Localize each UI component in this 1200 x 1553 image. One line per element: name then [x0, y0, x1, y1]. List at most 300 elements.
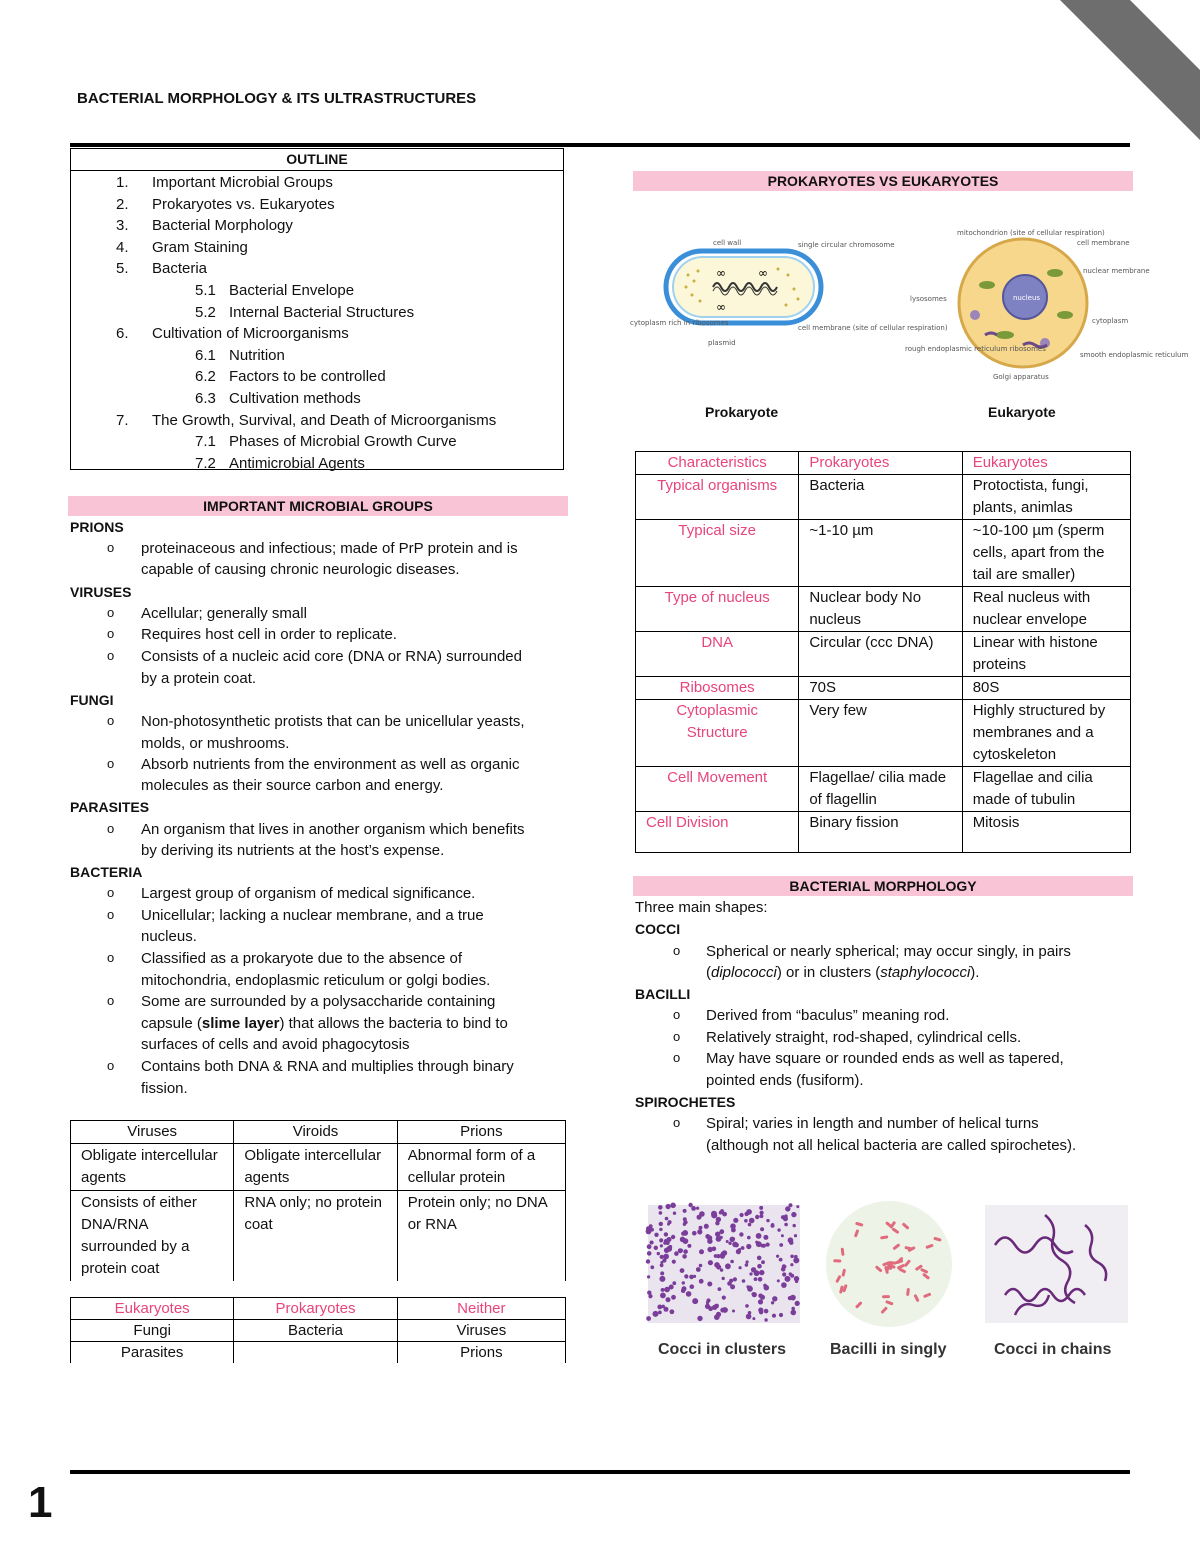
fungi-text-1: Non-photosynthetic protists that can be unicellular yeasts, [141, 713, 525, 730]
stain-dot [668, 1220, 672, 1224]
outline-item-number: 6.2 [195, 368, 216, 386]
stain-dot [659, 1222, 663, 1226]
prok-label-plasmid: plasmid [708, 339, 736, 347]
stain-dot [716, 1254, 720, 1258]
stain-dot [659, 1238, 663, 1242]
stain-dot [660, 1271, 664, 1275]
stain-dot [779, 1243, 783, 1247]
stain-dot [699, 1279, 704, 1284]
stain-dot [784, 1223, 788, 1227]
bacilli-text-1: Derived from “baculus” meaning rod. [706, 1007, 950, 1024]
stain-dot [711, 1211, 717, 1217]
table-cell: Parasites [71, 1342, 234, 1364]
stain-dot [697, 1215, 702, 1220]
bacillus-rod [886, 1268, 887, 1273]
stain-dot [699, 1264, 703, 1268]
euk-label-mitochondrion: mitochondrion (site of cellular respiration) [957, 229, 1105, 237]
bacillus-rod [922, 1270, 927, 1272]
row-label: Cell Movement [636, 767, 799, 812]
table-header-row [636, 452, 1131, 475]
bullet-icon: o [107, 605, 115, 620]
table-cell: Highly structured by membranes and a cytoskeleton [962, 700, 1130, 767]
stain-dot [692, 1298, 698, 1304]
bacillus-rod [841, 1287, 842, 1292]
table-cell: Consists of either DNA/RNA surrounded by a protein coat [71, 1191, 234, 1282]
stain-dot [757, 1264, 762, 1269]
stain-dot [707, 1282, 712, 1287]
euk-label-cell-membrane: cell membrane [1077, 239, 1130, 247]
stain-dot [646, 1259, 650, 1263]
stain-dot [795, 1280, 798, 1283]
stain-dot [647, 1275, 650, 1278]
heading-fungi: FUNGI [70, 692, 114, 708]
spiro-text-2: (although not all helical bacteria are called spirochetes). [706, 1137, 1077, 1154]
stain-dot [759, 1270, 764, 1275]
table-cell: Nuclear body No nucleus [799, 587, 962, 632]
stain-dot [790, 1263, 793, 1266]
stain-dot [785, 1276, 791, 1282]
fungi-text-4: molecules as their source carbon and energy. [141, 777, 444, 794]
stain-dot [760, 1227, 764, 1231]
stain-dot [705, 1234, 710, 1239]
bullet-icon: o [107, 540, 115, 555]
stain-dot [707, 1247, 712, 1252]
table-cell: Bacteria [234, 1320, 397, 1342]
stain-dot [670, 1309, 675, 1314]
stain-dot [781, 1282, 787, 1288]
table-row [636, 475, 1131, 520]
stain-dot [716, 1265, 721, 1270]
stain-dot [759, 1206, 763, 1210]
figure-label-prokaryote: Prokaryote [705, 404, 779, 420]
stain-dot [650, 1241, 654, 1245]
stain-dot [751, 1267, 756, 1272]
stain-dot [699, 1226, 703, 1230]
stain-dot [749, 1218, 755, 1224]
row-label: Type of nucleus [636, 587, 799, 632]
prok-vs-euk-table [635, 451, 1131, 853]
euk-label-nuclear-membrane: nuclear membrane [1083, 267, 1150, 275]
stain-dot [738, 1248, 741, 1251]
stain-dot [680, 1249, 683, 1252]
image-label-cocci-clusters: Cocci in clusters [658, 1341, 787, 1358]
stain-dot [682, 1281, 685, 1284]
stain-dot [685, 1275, 688, 1278]
stain-dot [747, 1286, 753, 1292]
stain-dot [683, 1209, 687, 1213]
heading-bacilli: BACILLI [635, 986, 691, 1002]
stain-dot [670, 1203, 676, 1209]
table-header-cell: Prions [397, 1121, 565, 1144]
table-cell: ~1-10 µm [799, 520, 962, 587]
stain-dot [771, 1301, 774, 1304]
bullet-icon: o [673, 1050, 681, 1065]
bacillus-rod [857, 1224, 862, 1225]
cocci-text-1: Spherical or nearly spherical; may occur singly, in pairs [706, 943, 1071, 960]
outline-item-number: 7.1 [195, 433, 216, 451]
stain-dot [739, 1232, 743, 1236]
bacillus-rod [844, 1286, 846, 1291]
stain-dot [761, 1244, 765, 1248]
outline-item-label: Phases of Microbial Growth Curve [229, 433, 457, 451]
outline-item-number: 5.2 [195, 303, 216, 321]
row-label: Typical size [636, 520, 799, 587]
table-row [636, 812, 1131, 853]
table-cell: Flagellae/ cilia made of flagellin [799, 767, 962, 812]
stain-dot [727, 1281, 732, 1286]
stain-dot [647, 1244, 652, 1249]
stain-dot [747, 1236, 751, 1240]
parasites-text-2: by deriving its nutrients at the host’s expense. [141, 842, 445, 859]
bacillus-rod [900, 1269, 904, 1271]
stain-dot [722, 1250, 727, 1255]
stain-dot [777, 1228, 780, 1231]
stain-dot [683, 1238, 689, 1244]
stain-dot [650, 1228, 654, 1232]
stain-dot [688, 1203, 692, 1207]
stain-dot [791, 1212, 796, 1217]
bullet-icon: o [673, 943, 681, 958]
stain-dot [706, 1298, 710, 1302]
stain-dot [697, 1229, 702, 1234]
stain-dot [649, 1295, 652, 1298]
page-corner-fold [1130, 0, 1200, 70]
bacteria-text-1: Largest group of organism of medical significance. [141, 885, 476, 902]
parasites-text-1: An organism that lives in another organism which benefits [141, 821, 525, 838]
outline-item-number: 5.1 [195, 282, 216, 299]
table-header-cell: Viruses [71, 1121, 234, 1144]
micrograph-cocci-clusters [648, 1205, 800, 1323]
stain-dot [682, 1286, 687, 1291]
bacteria-text-5: mitochondria, endoplasmic reticulum or golgi bodies. [141, 972, 491, 989]
stain-dot [661, 1288, 665, 1292]
table-cell: Binary fission [799, 812, 962, 853]
outline-item-number: 6. [116, 325, 129, 343]
bacteria-text-6: Some are surrounded by a polysaccharide containing [141, 993, 496, 1010]
bacillus-rod [927, 1246, 932, 1248]
top-rule [70, 143, 1130, 147]
viruses-viroids-prions-table [70, 1120, 566, 1281]
bacillus-rod [856, 1231, 858, 1236]
stain-dot [660, 1263, 664, 1267]
stain-dot [793, 1224, 796, 1227]
stain-dot [740, 1213, 744, 1217]
table-cell: Protoctista, fungi, plants, animlas [962, 475, 1130, 520]
viruses-text-1: Acellular; generally small [141, 605, 307, 622]
stain-dot [745, 1304, 749, 1308]
stain-dot [687, 1244, 691, 1248]
stain-dot [761, 1260, 765, 1264]
table-row [636, 677, 1131, 700]
stain-dot [739, 1266, 742, 1269]
bacteria-text-7b: ) that allows the bacteria to bind to [279, 1015, 508, 1032]
bacillus-rod [882, 1237, 887, 1238]
table-cell: RNA only; no protein coat [234, 1191, 397, 1282]
document-title: BACTERIAL MORPHOLOGY & ITS ULTRASTRUCTURES [77, 90, 477, 107]
bacteria-text-7a: capsule ( [141, 1015, 202, 1032]
stain-dot [720, 1236, 723, 1239]
stain-dot [658, 1205, 663, 1210]
bacilli-text-4: pointed ends (fusiform). [706, 1072, 864, 1089]
stain-dot [782, 1272, 786, 1276]
stain-dot [666, 1297, 671, 1302]
term-staphylococci: staphylococci [880, 964, 971, 981]
bacillus-rod [887, 1302, 892, 1304]
stain-dot [660, 1293, 666, 1299]
table-cell: Obligate intercellular agents [234, 1144, 397, 1191]
stain-dot [752, 1317, 755, 1320]
stain-dot [757, 1256, 762, 1261]
stain-dot [715, 1232, 720, 1237]
svg-text:∞: ∞ [716, 266, 726, 280]
bottom-rule [70, 1470, 1130, 1474]
stain-dot [794, 1234, 797, 1237]
stain-dot [793, 1257, 799, 1263]
euk-label-rough-er: rough endoplasmic reticulum ribosomes [905, 345, 1046, 353]
stain-dot [659, 1276, 665, 1282]
stain-dot [760, 1295, 765, 1300]
stain-dot [658, 1311, 662, 1315]
outline-item-number: 6.1 [195, 346, 216, 364]
stain-dot [742, 1279, 746, 1283]
cocci-text-2a: ( [706, 964, 711, 981]
cocci-text-2b: ) or in clusters ( [776, 964, 881, 981]
stain-dot [715, 1304, 718, 1307]
bacteria-text-2: Unicellular; lacking a nuclear membrane, and a true [141, 907, 484, 924]
table-header-row [71, 1121, 566, 1144]
bacilli-text-2: Relatively straight, rod-shaped, cylindrical cells. [706, 1029, 1022, 1046]
svg-text:∞: ∞ [716, 300, 726, 314]
outline-item-number: 2. [116, 195, 129, 213]
outline-item-label: Factors to be controlled [229, 368, 386, 386]
bullet-icon: o [107, 626, 115, 641]
stain-dot [777, 1279, 780, 1282]
table-row [636, 520, 1131, 587]
stain-dot [764, 1318, 767, 1321]
stain-dot [754, 1277, 758, 1281]
stain-dot [771, 1224, 775, 1228]
outline-item-label: The Growth, Survival, and Death of Microorganisms [152, 411, 497, 429]
slime-layer-term: slime layer [201, 1015, 280, 1032]
bacillus-rod [890, 1263, 895, 1264]
heading-viruses: VIRUSES [70, 584, 132, 600]
table-cell: Mitosis [962, 812, 1130, 853]
stain-dot [683, 1220, 687, 1224]
table-cell: 80S [962, 677, 1130, 700]
stain-dot [759, 1214, 763, 1218]
svg-text:∞: ∞ [758, 266, 768, 280]
euk-label-cytoplasm: cytoplasm [1092, 317, 1129, 325]
heading-bacteria: BACTERIA [70, 864, 143, 880]
outline-item-label: Cultivation of Microorganisms [152, 325, 349, 343]
prions-text-1: proteinaceous and infectious; made of PrP protein and is [141, 540, 518, 557]
bullet-icon: o [107, 821, 115, 836]
table-header-row [71, 1298, 566, 1320]
stain-dot [756, 1233, 762, 1239]
bacteria-text-10: fission. [141, 1080, 188, 1097]
stain-dot [746, 1314, 752, 1320]
stain-dot [686, 1291, 692, 1297]
stain-dot [733, 1218, 738, 1223]
stain-dot [672, 1281, 676, 1285]
stain-dot [680, 1268, 685, 1273]
outline-item-label: Bacteria [152, 260, 208, 278]
stain-dot [668, 1245, 672, 1249]
outline-item-number: 3. [116, 217, 129, 235]
bacillus-rod [884, 1263, 889, 1265]
outline-item-label: Prokaryotes vs. Eukaryotes [152, 195, 335, 213]
stain-dot [666, 1204, 671, 1209]
euk-label-golgi: Golgi apparatus [993, 373, 1049, 381]
stain-dot [748, 1311, 752, 1315]
euk-label-lysosomes: lysosomes [910, 295, 947, 303]
prok-label-cell-wall: cell wall [713, 239, 742, 247]
table-cell: Viruses [397, 1320, 565, 1342]
table-cell: Bacteria [799, 475, 962, 520]
row-label: Cytoplasmic Structure [636, 700, 799, 767]
stain-dot [722, 1307, 728, 1313]
stain-dot [744, 1219, 748, 1223]
stain-dot [719, 1211, 722, 1214]
section-bar-bacterial-morphology: BACTERIAL MORPHOLOGY [633, 876, 1133, 896]
stain-dot [664, 1287, 670, 1293]
stain-dot [726, 1240, 729, 1243]
bullet-icon: o [107, 756, 115, 771]
bullet-icon: o [107, 648, 115, 663]
stain-dot [661, 1305, 665, 1309]
table-header-cell: Eukaryotes [71, 1298, 234, 1320]
stain-dot [722, 1277, 725, 1280]
table-header-cell: Viroids [234, 1121, 397, 1144]
fungi-text-2: molds, or mushrooms. [141, 735, 290, 752]
bacteria-text-4: Classified as a prokaryote due to the absence of [141, 950, 463, 967]
stain-dot [772, 1296, 777, 1301]
micrograph-spirochetes [985, 1205, 1128, 1323]
classification-table [70, 1297, 566, 1363]
cocci-text-2 [706, 962, 979, 984]
stain-dot [708, 1260, 713, 1265]
bullet-icon: o [107, 907, 115, 922]
bacillus-rod [843, 1270, 844, 1275]
outline-item-number: 4. [116, 238, 129, 256]
bacillus-rod [837, 1277, 839, 1281]
row-label: Ribosomes [636, 677, 799, 700]
table-header-cell: Characteristics [636, 452, 799, 475]
table-header-cell: Prokaryotes [234, 1298, 397, 1320]
stain-dot [746, 1260, 749, 1263]
stain-dot [752, 1292, 757, 1297]
outline-item-number: 7.2 [195, 454, 216, 472]
stain-dot [681, 1232, 685, 1236]
bacillus-rod [899, 1266, 904, 1268]
heading-cocci: COCCI [635, 921, 681, 937]
table-row [71, 1342, 566, 1364]
stain-dot [671, 1295, 676, 1300]
bullet-icon: o [673, 1115, 681, 1130]
stain-dot [673, 1212, 676, 1215]
stain-dot [718, 1287, 722, 1291]
stain-dot [755, 1215, 759, 1219]
outline-item-number: 1. [116, 174, 129, 191]
stain-dot [715, 1221, 719, 1225]
outline-item-label: Gram Staining [152, 238, 248, 256]
table-cell: Prions [397, 1342, 565, 1364]
term-diplococci: diplococci [711, 964, 777, 981]
stain-dot [722, 1212, 727, 1217]
table-cell: Obligate intercellular agents [71, 1144, 234, 1191]
bullet-icon: o [107, 950, 115, 965]
table-cell: Very few [799, 700, 962, 767]
table-header-cell: Neither [397, 1298, 565, 1320]
stain-dot [791, 1307, 795, 1311]
table-header-cell: Prokaryotes [799, 452, 962, 475]
stain-dot [716, 1312, 721, 1317]
bacillus-rod [908, 1290, 909, 1295]
bullet-icon: o [107, 885, 115, 900]
stain-dot [755, 1241, 758, 1244]
stain-dot [660, 1244, 663, 1247]
stain-dot [654, 1246, 658, 1250]
stain-dot [671, 1235, 675, 1239]
stain-dot [664, 1232, 668, 1236]
viruses-text-2: Requires host cell in order to replicate. [141, 626, 397, 643]
stain-dot [730, 1260, 734, 1264]
stain-dot [796, 1205, 799, 1208]
page-number: 1 [28, 1478, 53, 1527]
outline-item-number: 7. [116, 411, 129, 429]
outline-item-label: Bacterial Morphology [152, 217, 293, 235]
stain-dot [732, 1237, 735, 1240]
eukaryote-diagram [905, 225, 1189, 385]
stain-dot [758, 1308, 763, 1313]
stain-dot [779, 1258, 783, 1262]
table-row [636, 700, 1131, 767]
stain-dot [699, 1249, 704, 1254]
table-row [636, 632, 1131, 677]
section-bar-prok-vs-euk: PROKARYOTES VS EUKARYOTES [633, 171, 1133, 191]
stain-dot [667, 1237, 672, 1242]
fungi-text-3: Absorb nutrients from the environment as well as organic [141, 756, 520, 773]
outline-item-label: Internal Bacterial Structures [229, 303, 415, 321]
stain-dot [790, 1295, 796, 1301]
bacteria-text-7 [141, 1013, 508, 1035]
prok-label-membrane: cell membrane (site of cellular respiration) [798, 324, 948, 332]
viruses-text-3: Consists of a nucleic acid core (DNA or RNA) surrounded [141, 648, 522, 665]
stain-dot [766, 1243, 770, 1247]
outline-item-label: Important Microbial Groups [152, 174, 333, 191]
bullet-icon: o [107, 993, 115, 1008]
table-cell: ~10-100 µm (sperm cells, apart from the tail are smaller) [962, 520, 1130, 587]
micrograph-bacilli [824, 1199, 954, 1329]
bullet-icon: o [673, 1007, 681, 1022]
table-row [636, 767, 1131, 812]
stain-dot [764, 1309, 769, 1314]
table-cell: Abnormal form of a cellular protein [397, 1144, 565, 1191]
stain-dot [748, 1223, 752, 1227]
stain-dot [696, 1267, 701, 1272]
table-row [636, 587, 1131, 632]
stain-dot [653, 1311, 659, 1317]
stain-dot [763, 1235, 768, 1240]
stain-dot [690, 1284, 695, 1289]
stain-dot [746, 1244, 751, 1249]
stain-dot [660, 1261, 663, 1264]
table-cell: 70S [799, 677, 962, 700]
outline-item-label: Antimicrobial Agents [229, 454, 365, 472]
bacillus-rod [915, 1296, 917, 1301]
stain-dot [674, 1251, 679, 1256]
table-cell: Linear with histone proteins [962, 632, 1130, 677]
